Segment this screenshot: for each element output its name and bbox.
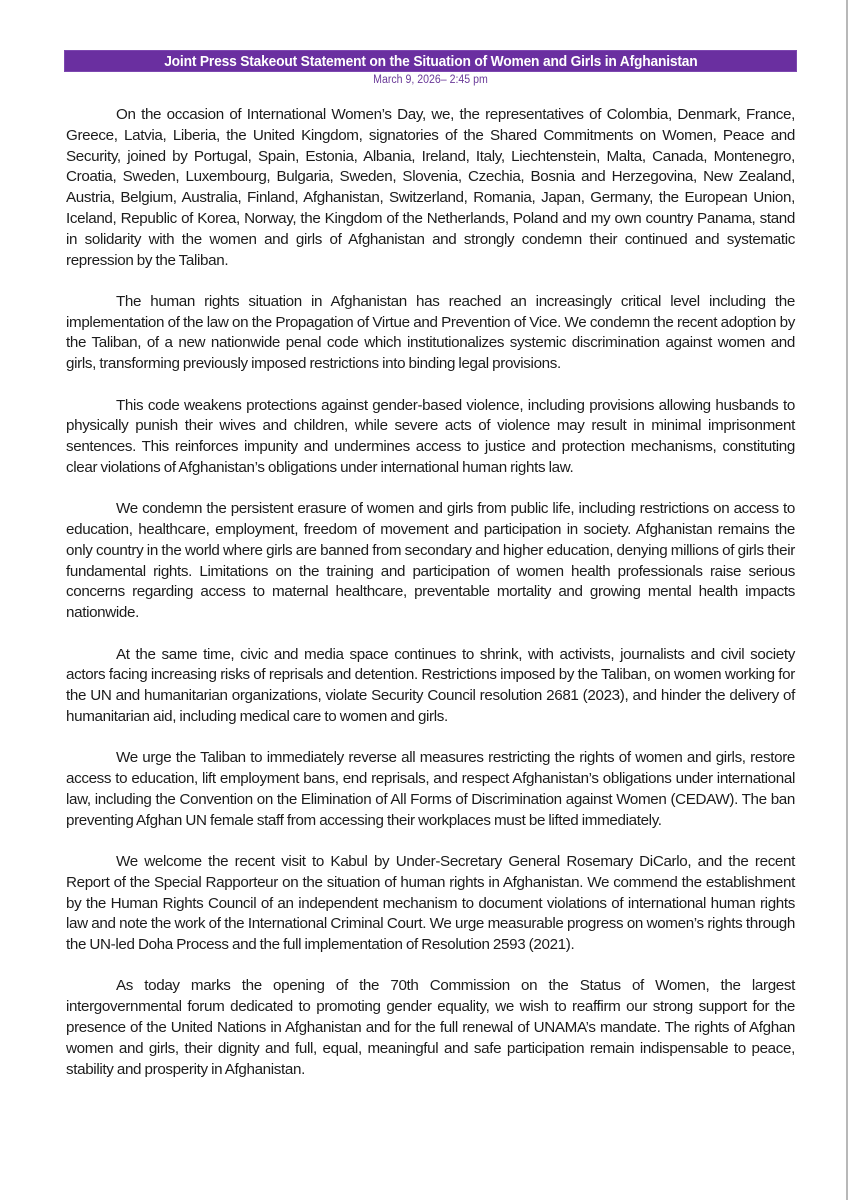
paragraph-solidarity: On the occasion of International Women’s Day, we, the representatives of Colombia, Denmark, France, Greece, Latvia, Liberia, the United Kingdom, signatories of the Shared Commitments on Women, Peace and Security, joined by Portugal, Spain, Estonia, Albania, Ireland, Italy, Liechtenstein, Malta, Canada, Montenegro, Croatia, Sweden, Luxembourg, Bulgaria, Sweden, Slovenia, Czechia, Bosnia and Herzegovina, New Zealand, Austria, Belgium, Australia, Finland, Afghanistan, Switzerland, Romania, Japan, Germany, the European Union, Iceland, Republic of Korea, Norway, the Kingdom of the Netherlands, Poland and my own country Panama, stand in solidarity with the women and girls of Afghanistan and strongly condemn their continued and systematic repression by the Taliban. [66,106,795,269]
statement-date: March 9, 2026– 2:45 pm [373,74,488,86]
title-banner [64,50,797,72]
paragraph-penal-code: This code weakens protections against gender-based violence, including provisions allowing husbands to physically punish their wives and children, while severe acts of violence may result in minimal imprisonment sentences. This reinforces impunity and undermines access to justice and protection mechanisms, constituting clear violations of Afghanistan’s obligations under international human rights law. [66,396,795,476]
paragraph-civic-space: At the same time, civic and media space continues to shrink, with activists, journalists and civil society actors facing increasing risks of reprisals and detention. Restrictions imposed by the Taliban, on women working for the UN and humanitarian organizations, violate Security Council resolution 2681 (2023), and hinder the delivery of humanitarian aid, including medical care to women and girls. [66,645,795,725]
paragraph-human-rights-situation: The human rights situation in Afghanistan has reached an increasingly critical level including the implementation of the law on the Propagation of Virtue and Prevention of Vice. We condemn the recent adoption by the Taliban, of a new nationwide penal code which institutionalizes systemic discrimination against women and girls, transforming previously imposed restrictions into binding legal provisions. [66,292,795,373]
statement-body [66,105,795,1101]
paragraph-erasure: We condemn the persistent erasure of women and girls from public life, including restrictions on access to education, healthcare, employment, freedom of movement and participation in society. Afghanistan remains the only country in the world where girls are banned from secondary and higher education, denying millions of girls their fundamental rights. Limitations on the training and participation of women health professionals raise serious concerns regarding access to maternal healthcare, preventable mortality and growing mental health impacts nationwide. [66,500,795,622]
paragraph-urge-taliban: We urge the Taliban to immediately reverse all measures restricting the rights of women and girls, restore access to education, lift employment bans, end reprisals, and respect Afghanistan’s obligations under international law, including the Convention on the Elimination of All Forms of Discrimination against Women (CEDAW). The ban preventing Afghan UN female staff from accessing their workplaces must be lifted immediately. [66,749,795,829]
paragraph-welcome-visit: We welcome the recent visit to Kabul by Under-Secretary General Rosemary DiCarlo, and the recent Report of the Special Rapporteur on the situation of human rights in Afghanistan. We commend the establishment by the Human Rights Council of an independent mechanism to document violations of international human rights law and note the work of the International Criminal Court. We urge measurable progress on women’s rights through the UN-led Doha Process and the full implementation of Resolution 2593 (2021). [66,852,795,954]
paragraph-csw-unama: As today marks the opening of the 70th Commission on the Status of Women, the largest intergovernmental forum dedicated to promoting gender equality, we wish to reaffirm our strong support for the presence of the United Nations in Afghanistan and for the full renewal of UNAMA’s mandate. The rights of Afghan women and girls, their dignity and full, equal, meaningful and safe participation remain indispensable to peace, stability and prosperity in Afghanistan. [66,977,795,1078]
page-edge-divider [846,0,848,1200]
document-title: Joint Press Stakeout Statement on the Situation of Women and Girls in Afghanistan [163,52,698,70]
